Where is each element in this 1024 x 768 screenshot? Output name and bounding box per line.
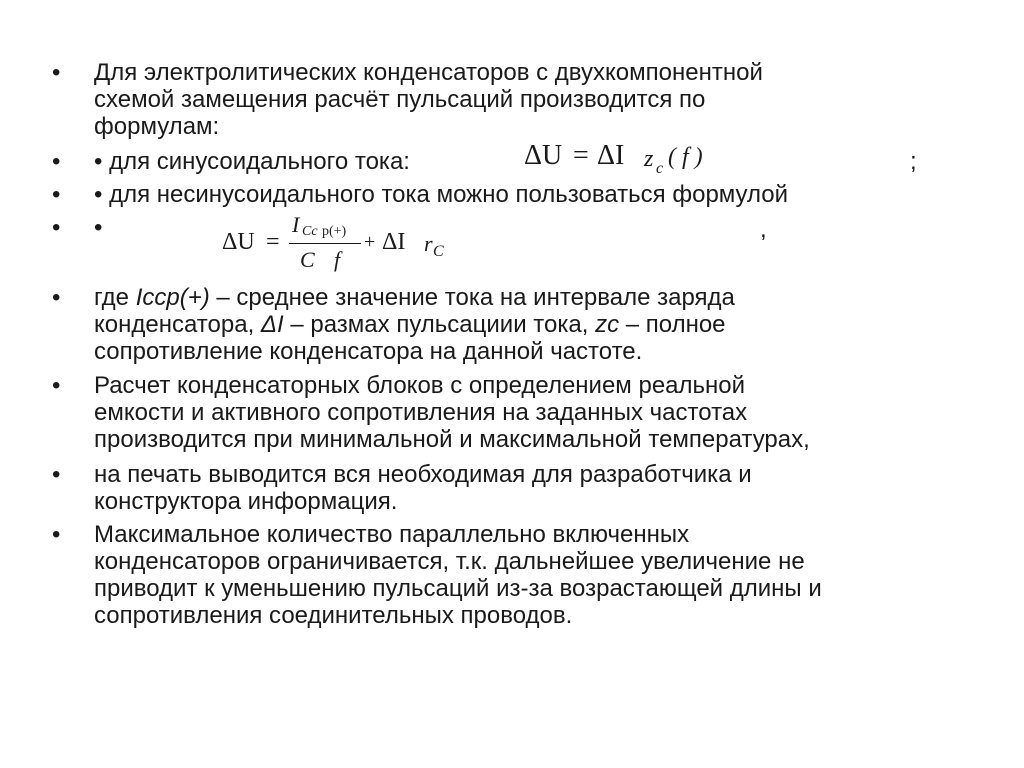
formula-equals: =	[266, 229, 280, 255]
bullet-marker: •	[52, 521, 61, 548]
paragraph-definitions	[94, 284, 974, 365]
bullet-marker: •	[52, 461, 61, 488]
formula-z-subscript: c	[656, 160, 664, 177]
text-line: емкости и активного сопротивления на заданных частотах	[94, 399, 748, 426]
paragraph-intro	[94, 59, 974, 140]
formula-z: z	[644, 146, 654, 172]
symbol-delta-i: ΔI	[260, 311, 284, 338]
text-run: где	[94, 284, 136, 311]
fraction-numerator-subscript: Cc	[302, 224, 318, 239]
text-line: схемой замещения расчёт пульсаций производится по	[94, 86, 706, 113]
text-line	[94, 284, 974, 311]
fraction-bar	[289, 243, 361, 244]
text-line: • для несинусоидального тока можно пользоваться формулой	[94, 181, 789, 208]
bullet-marker: •	[52, 59, 61, 86]
paragraph-nonsinusoidal	[94, 181, 974, 208]
paragraph-blocks	[94, 372, 974, 453]
text-line: формулам:	[94, 113, 220, 140]
formula-lhs: ΔU	[222, 229, 255, 255]
formula-args: ( f )	[668, 144, 703, 170]
text-run: – среднее значение тока на интервале заряда	[209, 284, 735, 311]
text-line: •	[94, 214, 103, 241]
symbol-zc: zc	[595, 311, 620, 338]
fraction-denominator-c: C	[300, 247, 315, 272]
fraction-numerator-i: I	[292, 212, 300, 237]
text-line: конденсаторов ограничивается, т.к. дальнейшее увеличение не	[94, 548, 805, 575]
trailing-comma: ,	[760, 216, 767, 243]
formula-delta-i: ΔI	[382, 229, 406, 255]
bullet-marker: •	[52, 181, 61, 208]
trailing-semicolon: ;	[910, 148, 917, 175]
fraction-denominator-f: f	[334, 247, 341, 272]
text-line	[94, 311, 974, 338]
paragraph-max-count	[94, 521, 974, 629]
formula-r-subscript: C	[433, 243, 444, 260]
formula-delta-i: ΔI	[597, 140, 625, 171]
text-line: • для синусоидального тока:	[94, 148, 410, 175]
bullet-marker: •	[52, 148, 61, 175]
formula-lhs: ΔU	[524, 140, 563, 171]
text-line: конструктора информация.	[94, 488, 398, 515]
text-line: Для электролитических конденсаторов с двухкомпонентной	[94, 59, 763, 86]
text-line: Расчет конденсаторных блоков с определением реальной	[94, 372, 746, 399]
formula-plus: +	[364, 231, 376, 253]
formula-r: r	[424, 231, 433, 256]
fraction-numerator-tail: p(+)	[322, 224, 347, 239]
bullet-marker: •	[52, 214, 61, 241]
text-run: – размах пульсациии тока,	[283, 311, 596, 338]
text-run: – полное	[619, 311, 726, 338]
text-run: конденсатора,	[94, 311, 261, 338]
bullet-marker: •	[52, 284, 61, 311]
symbol-iccp: Iccp(+)	[135, 284, 210, 311]
text-line: сопротивления соединительных проводов.	[94, 602, 573, 629]
text-line: производится при минимальной и максимальной температурах,	[94, 426, 810, 453]
text-line: сопротивление конденсатора на данной частоте.	[94, 338, 643, 365]
text-line: Максимальное количество параллельно включенных	[94, 521, 690, 548]
paragraph-print	[94, 461, 974, 515]
text-line: приводит к уменьшению пульсаций из-за возрастающей длины и	[94, 575, 822, 602]
formula-equals: =	[573, 140, 589, 171]
text-line: на печать выводится вся необходимая для разработчика и	[94, 461, 752, 488]
bullet-marker: •	[52, 372, 61, 399]
